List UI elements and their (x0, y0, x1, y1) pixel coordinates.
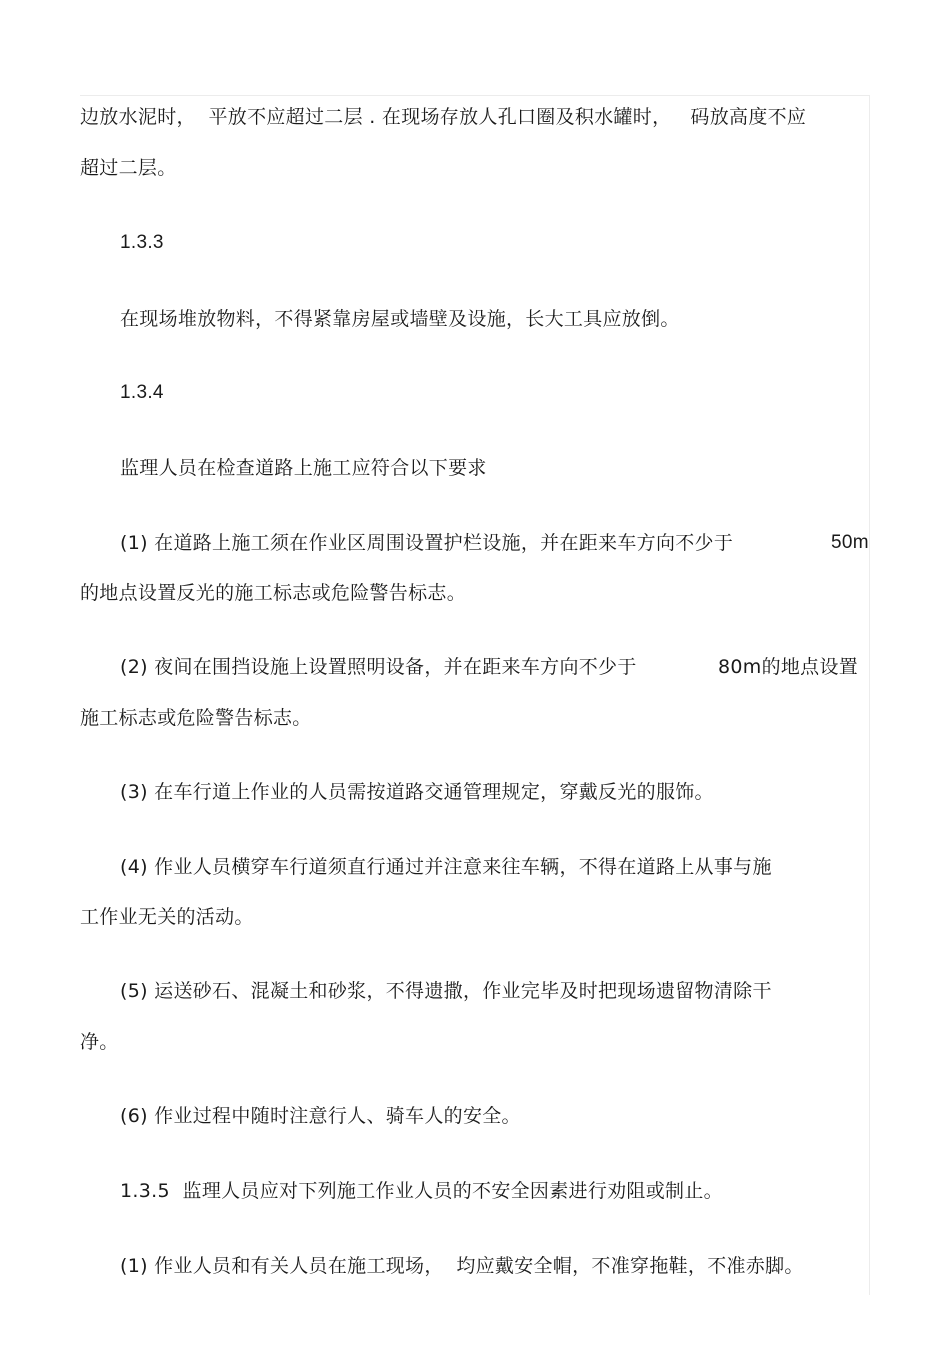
text-line: 边放水泥时， 平放不应超过二层 . 在现场存放人孔口圈及积水罐时， 码放高度不应 (80, 106, 807, 128)
text-line: 工作业无关的活动。 (80, 906, 254, 928)
text-line: 超过二层。 (80, 157, 177, 179)
list-item: (3) 在车行道上作业的人员需按道路交通管理规定，穿戴反光的服饰。 (120, 781, 714, 803)
list-item: (5) 运送砂石、混凝土和砂浆，不得遗撒，作业完毕及时把现场遗留物清除干 (120, 980, 772, 1002)
text-fragment: 50m (831, 532, 869, 553)
text-line: 的地点设置反光的施工标志或危险警告标志。 (80, 582, 467, 604)
section-number: 1.3.4 (120, 382, 164, 403)
list-item: (6) 作业过程中随时注意行人、骑车人的安全。 (120, 1105, 521, 1127)
page-right-edge (869, 95, 870, 1295)
list-item: (1) 在道路上施工须在作业区周围设置护栏设施，并在距来车方向不少于 (120, 532, 734, 554)
list-item: (4) 作业人员横穿车行道须直行通过并注意来往车辆，不得在道路上从事与施 (120, 856, 772, 878)
section-heading: 监理人员在检查道路上施工应符合以下要求 (120, 457, 487, 479)
list-item: (2) 夜间在围挡设施上设置照明设备，并在距来车方向不少于 (120, 656, 637, 678)
page-top-edge (80, 95, 870, 96)
text-fragment: 80m的地点设置 (718, 656, 859, 678)
text-line: 净。 (80, 1031, 119, 1053)
section-heading: 1.3.5 监理人员应对下列施工作业人员的不安全因素进行劝阻或制止。 (120, 1180, 723, 1202)
section-number: 1.3.3 (120, 232, 164, 253)
text-line: 在现场堆放物料，不得紧靠房屋或墙壁及设施，长大工具应放倒。 (120, 308, 680, 330)
text-line: 施工标志或危险警告标志。 (80, 707, 312, 729)
list-item: (1) 作业人员和有关人员在施工现场， 均应戴安全帽，不准穿拖鞋，不准赤脚。 (120, 1255, 804, 1277)
